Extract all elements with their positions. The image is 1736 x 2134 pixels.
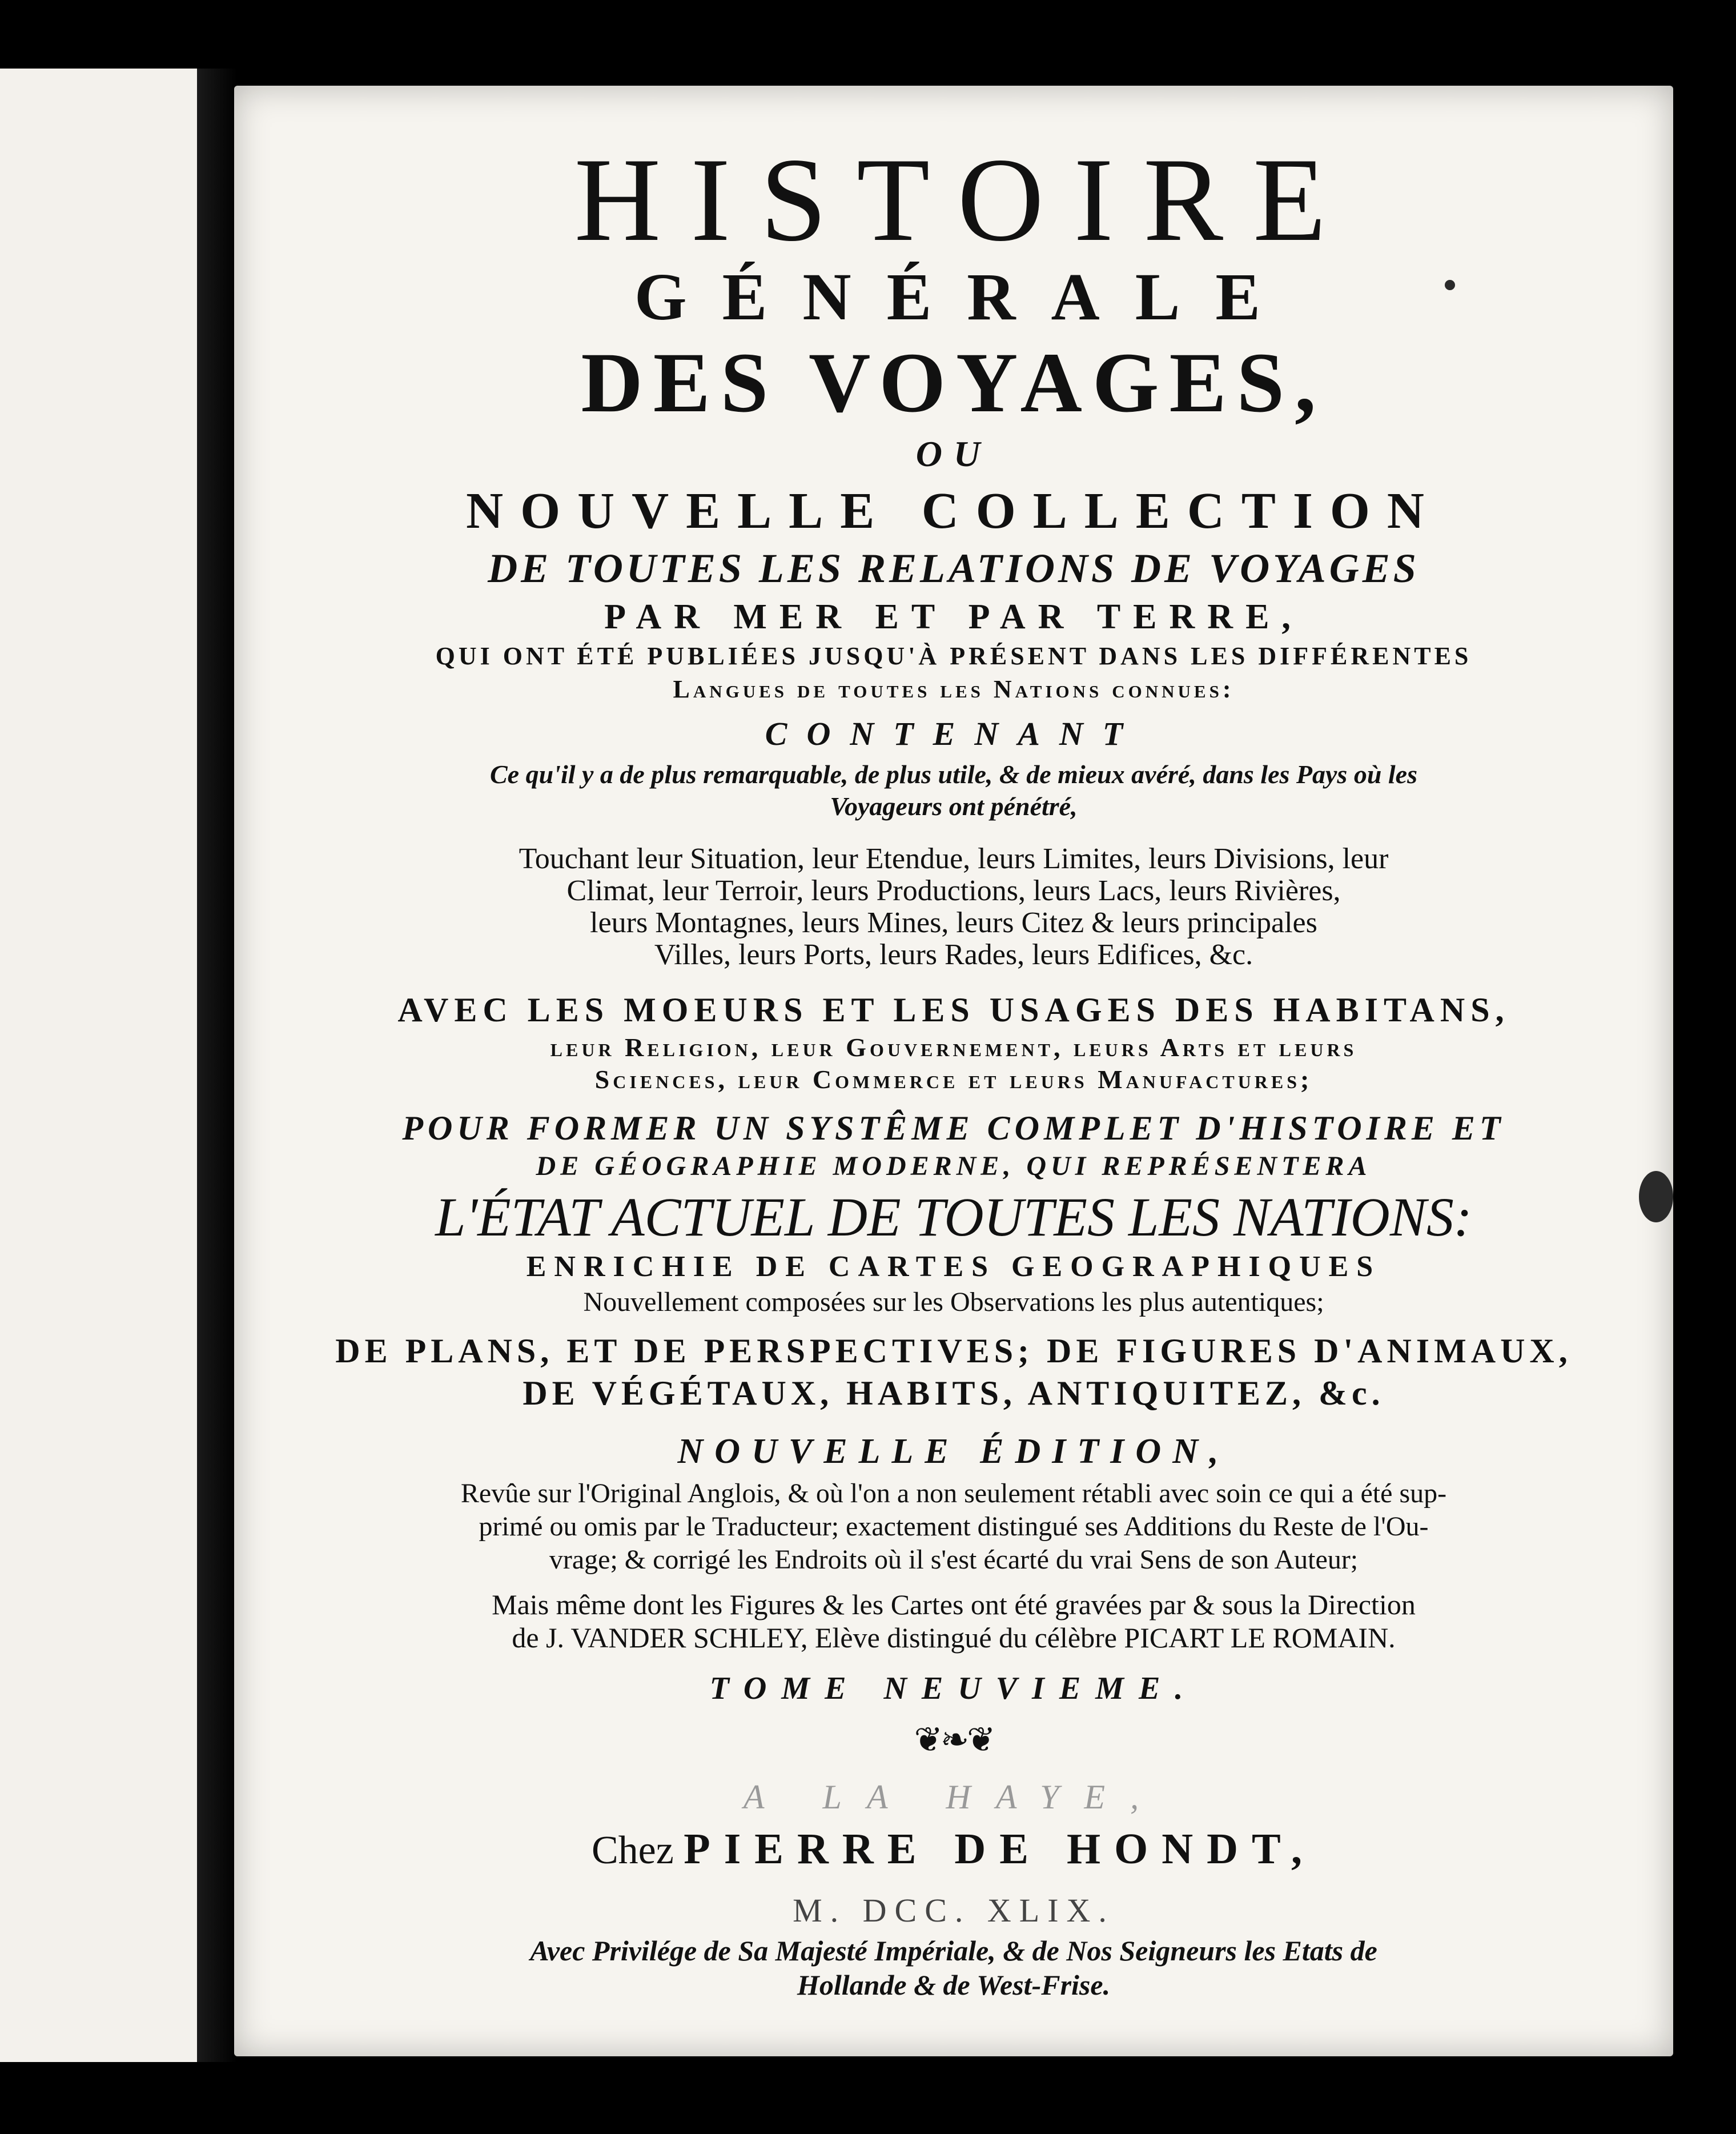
title-page [234,86,1673,2056]
touchant-line-3: leurs Montagnes, leurs Mines, leurs Citez & leurs principales [590,906,1317,939]
mais-line-2: de J. VANDER SCHLEY, Elève distingué du célèbre PICART LE ROMAIN. [512,1622,1396,1654]
title-des-voyages: DES VOYAGES, [581,335,1327,430]
imprint-printer-name: PIERRE DE HONDT, [684,1825,1316,1873]
imprint-date: M. DCC. XLIX. [793,1892,1115,1929]
subtitle-ce-qu-il-1: Ce qu'il y a de plus remarquable, de plus utile, & de mieux avéré, dans les Pays où les [489,760,1417,789]
imprint-printer-line [257,1823,1650,1876]
revue-line-3: vrage; & corrigé les Endroits où il s'est écarté du vrai Sens de son Auteur; [549,1545,1359,1575]
touchant-line-4: Villes, leurs Ports, leurs Rades, leurs Edifices, &c. [654,938,1253,971]
revue-line-2: primé ou omis par le Traducteur; exactement distingué ses Additions du Reste de l'Ou- [479,1511,1429,1542]
nouvelle-edition: NOUVELLE ÉDITION, [677,1432,1230,1471]
enrichie-line-2: Nouvellement composées sur les Observations les plus autentiques; [583,1287,1324,1317]
imprint-chez: Chez [591,1828,674,1872]
tome-neuvieme: TOME NEUVIEME. [709,1671,1198,1706]
subtitle-qui-ont-2: Langues de toutes les Nations connues: [673,675,1235,703]
subtitle-relations: DE TOUTES LES RELATIONS DE VOYAGES [488,545,1420,591]
title-ou: OU [915,434,992,474]
pour-line-1: POUR FORMER UN SYSTÊME COMPLET D'HISTOIRE ET [402,1109,1505,1147]
avec-line-1: AVEC LES MOEURS ET LES USAGES DES HABITANS, [397,991,1510,1029]
gutter-shadow [197,69,237,2062]
printer-ornament: ❦❧❦ [914,1721,994,1759]
pour-line-2: DE GÉOGRAPHIE MODERNE, QUI REPRÉSENTERA [536,1151,1372,1181]
mais-line-1: Mais même dont les Figures & les Cartes ont été gravées par & sous la Direction [492,1589,1416,1620]
subtitle-nouvelle-collection: NOUVELLE COLLECTION [466,483,1441,539]
enrichie-line-4: DE VÉGÉTAUX, HABITS, ANTIQUITEZ, &c. [523,1374,1385,1412]
left-facing-page [0,69,199,2062]
enrichie-line-1: ENRICHIE DE CARTES GEOGRAPHIQUES [526,1250,1381,1283]
subtitle-par-mer: PAR MER ET PAR TERRE, [604,597,1303,636]
title-generale: GÉNÉRALE [634,259,1296,334]
avec-line-3: Sciences, leur Commerce et leurs Manufactures; [594,1065,1313,1094]
enrichie-line-3: DE PLANS, ET DE PERSPECTIVES; DE FIGURES D'ANIMAUX, [335,1332,1572,1370]
subtitle-contenant: CONTENANT [765,715,1143,752]
touchant-line-1: Touchant leur Situation, leur Etendue, leurs Limites, leurs Divisions, leur [519,843,1389,875]
subtitle-qui-ont-1: QUI ONT ÉTÉ PUBLIÉES JUSQU'À PRÉSENT DANS LES DIFFÉRENTES [435,642,1472,670]
touchant-line-2: Climat, leur Terroir, leurs Productions, leurs Lacs, leurs Rivières, [566,875,1341,907]
title-histoire: HISTOIRE [574,134,1356,266]
privilege-line-2: Hollande & de West-Frise. [797,1969,1111,2001]
etat-actuel: L'ÉTAT ACTUEL DE TOUTES LES NATIONS: [435,1186,1472,1247]
imprint-place: A LA HAYE, [743,1778,1164,1816]
revue-line-1: Revûe sur l'Original Anglois, & où l'on a non seulement rétabli avec soin ce qui a été sup- [460,1478,1447,1509]
subtitle-ce-qu-il-2: Voyageurs ont pénétré, [830,792,1078,821]
title-page-content [257,109,1650,2039]
privilege-line-1: Avec Privilége de Sa Majesté Impériale, & de Nos Seigneurs les Etats de [530,1935,1377,1967]
avec-line-2: leur Religion, leur Gouvernement, leurs Arts et leurs [550,1033,1357,1062]
